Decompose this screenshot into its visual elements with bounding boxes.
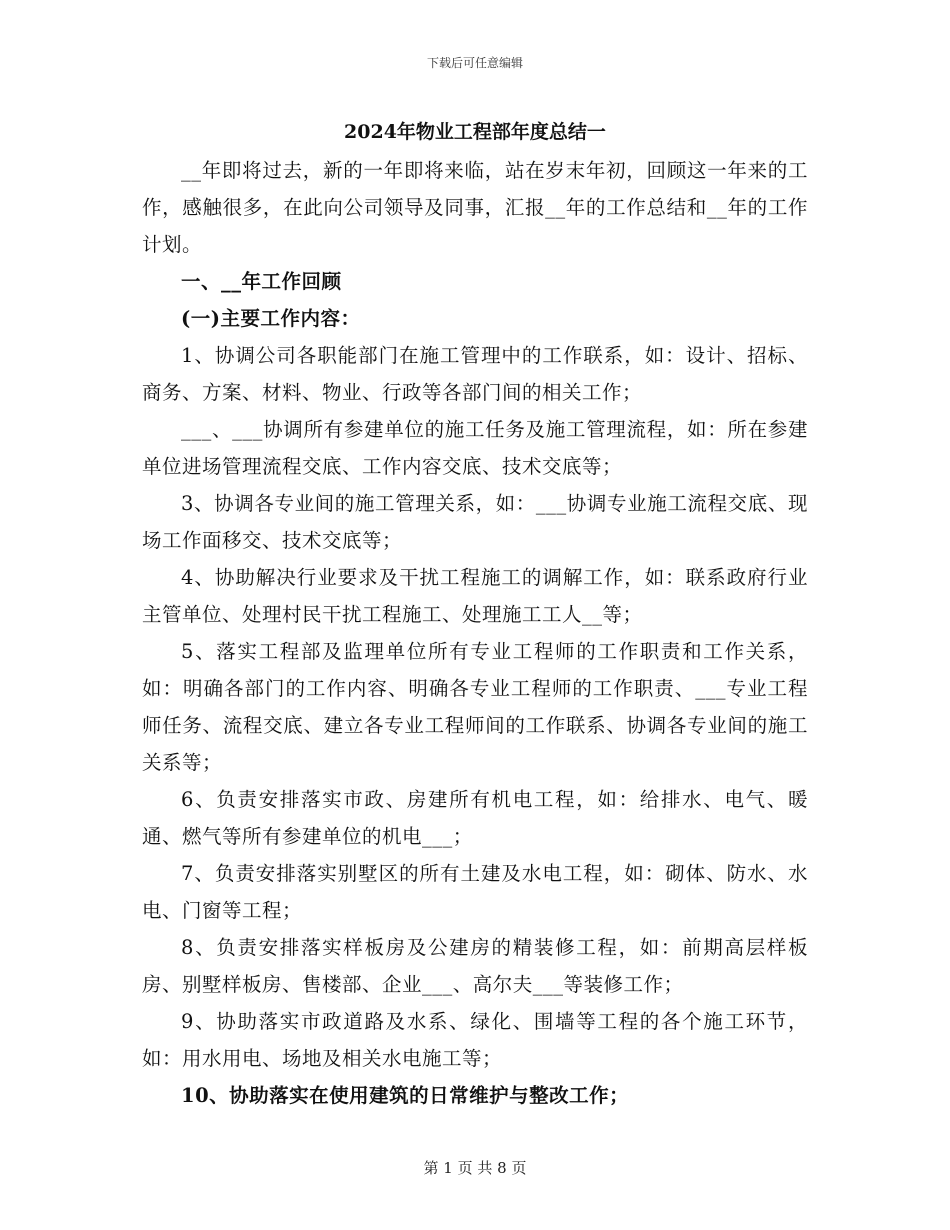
list-item-8: 8、负责安排落实样板房及公建房的精装修工程，如：前期高层样板房、别墅样板房、售楼部、企业___、高尔夫___等装修工作； xyxy=(142,936,808,996)
list-item-3: 3、协调各专业间的施工管理关系，如：___协调专业施工流程交底、现场工作面移交、技术交底等； xyxy=(142,492,808,552)
document-body xyxy=(142,152,808,1114)
list-item-9: 9、协助落实市政道路及水系、绿化、围墙等工程的各个施工环节，如：用水用电、场地及相关水电施工等； xyxy=(142,1010,808,1070)
paragraph-intro: __年即将过去，新的一年即将来临，站在岁末年初，回顾这一年来的工作，感触很多，在此向公司领导及同事，汇报__年的工作总结和__年的工作计划。 xyxy=(142,159,808,256)
list-item-7: 7、负责安排落实别墅区的所有土建及水电工程，如：砌体、防水、水电、门窗等工程； xyxy=(142,862,808,922)
list-item-4: 4、协助解决行业要求及干扰工程施工的调解工作，如：联系政府行业主管单位、处理村民干扰工程施工、处理施工工人__等； xyxy=(142,566,808,626)
list-item-6: 6、负责安排落实市政、房建所有机电工程，如：给排水、电气、暖通、燃气等所有参建单位的机电___； xyxy=(142,788,808,848)
subsection-heading-main-work: (一)主要工作内容： xyxy=(181,307,361,330)
list-item-2: ___、___协调所有参建单位的施工任务及施工管理流程，如：所在参建单位进场管理流程交底、工作内容交底、技术交底等； xyxy=(142,418,808,478)
list-item-1: 1、协调公司各职能部门在施工管理中的工作联系，如：设计、招标、商务、方案、材料、物业、行政等各部门间的相关工作； xyxy=(142,344,808,404)
list-item-5: 5、落实工程部及监理单位所有专业工程师的工作职责和工作关系，如：明确各部门的工作内容、明确各专业工程师的工作职责、___专业工程师任务、流程交底、建立各专业工程师间的工作联系、协调各专业间的施工关系等； xyxy=(142,640,808,774)
header-note: 下载后可任意编辑 xyxy=(426,56,523,70)
section-heading-review: 一、__年工作回顾 xyxy=(181,270,342,293)
document-title: 2024年物业工程部年度总结一 xyxy=(344,121,606,143)
list-item-10: 10、协助落实在使用建筑的日常维护与整改工作； xyxy=(181,1084,630,1107)
page-footer: 第 1 页 共 8 页 xyxy=(423,1159,527,1177)
